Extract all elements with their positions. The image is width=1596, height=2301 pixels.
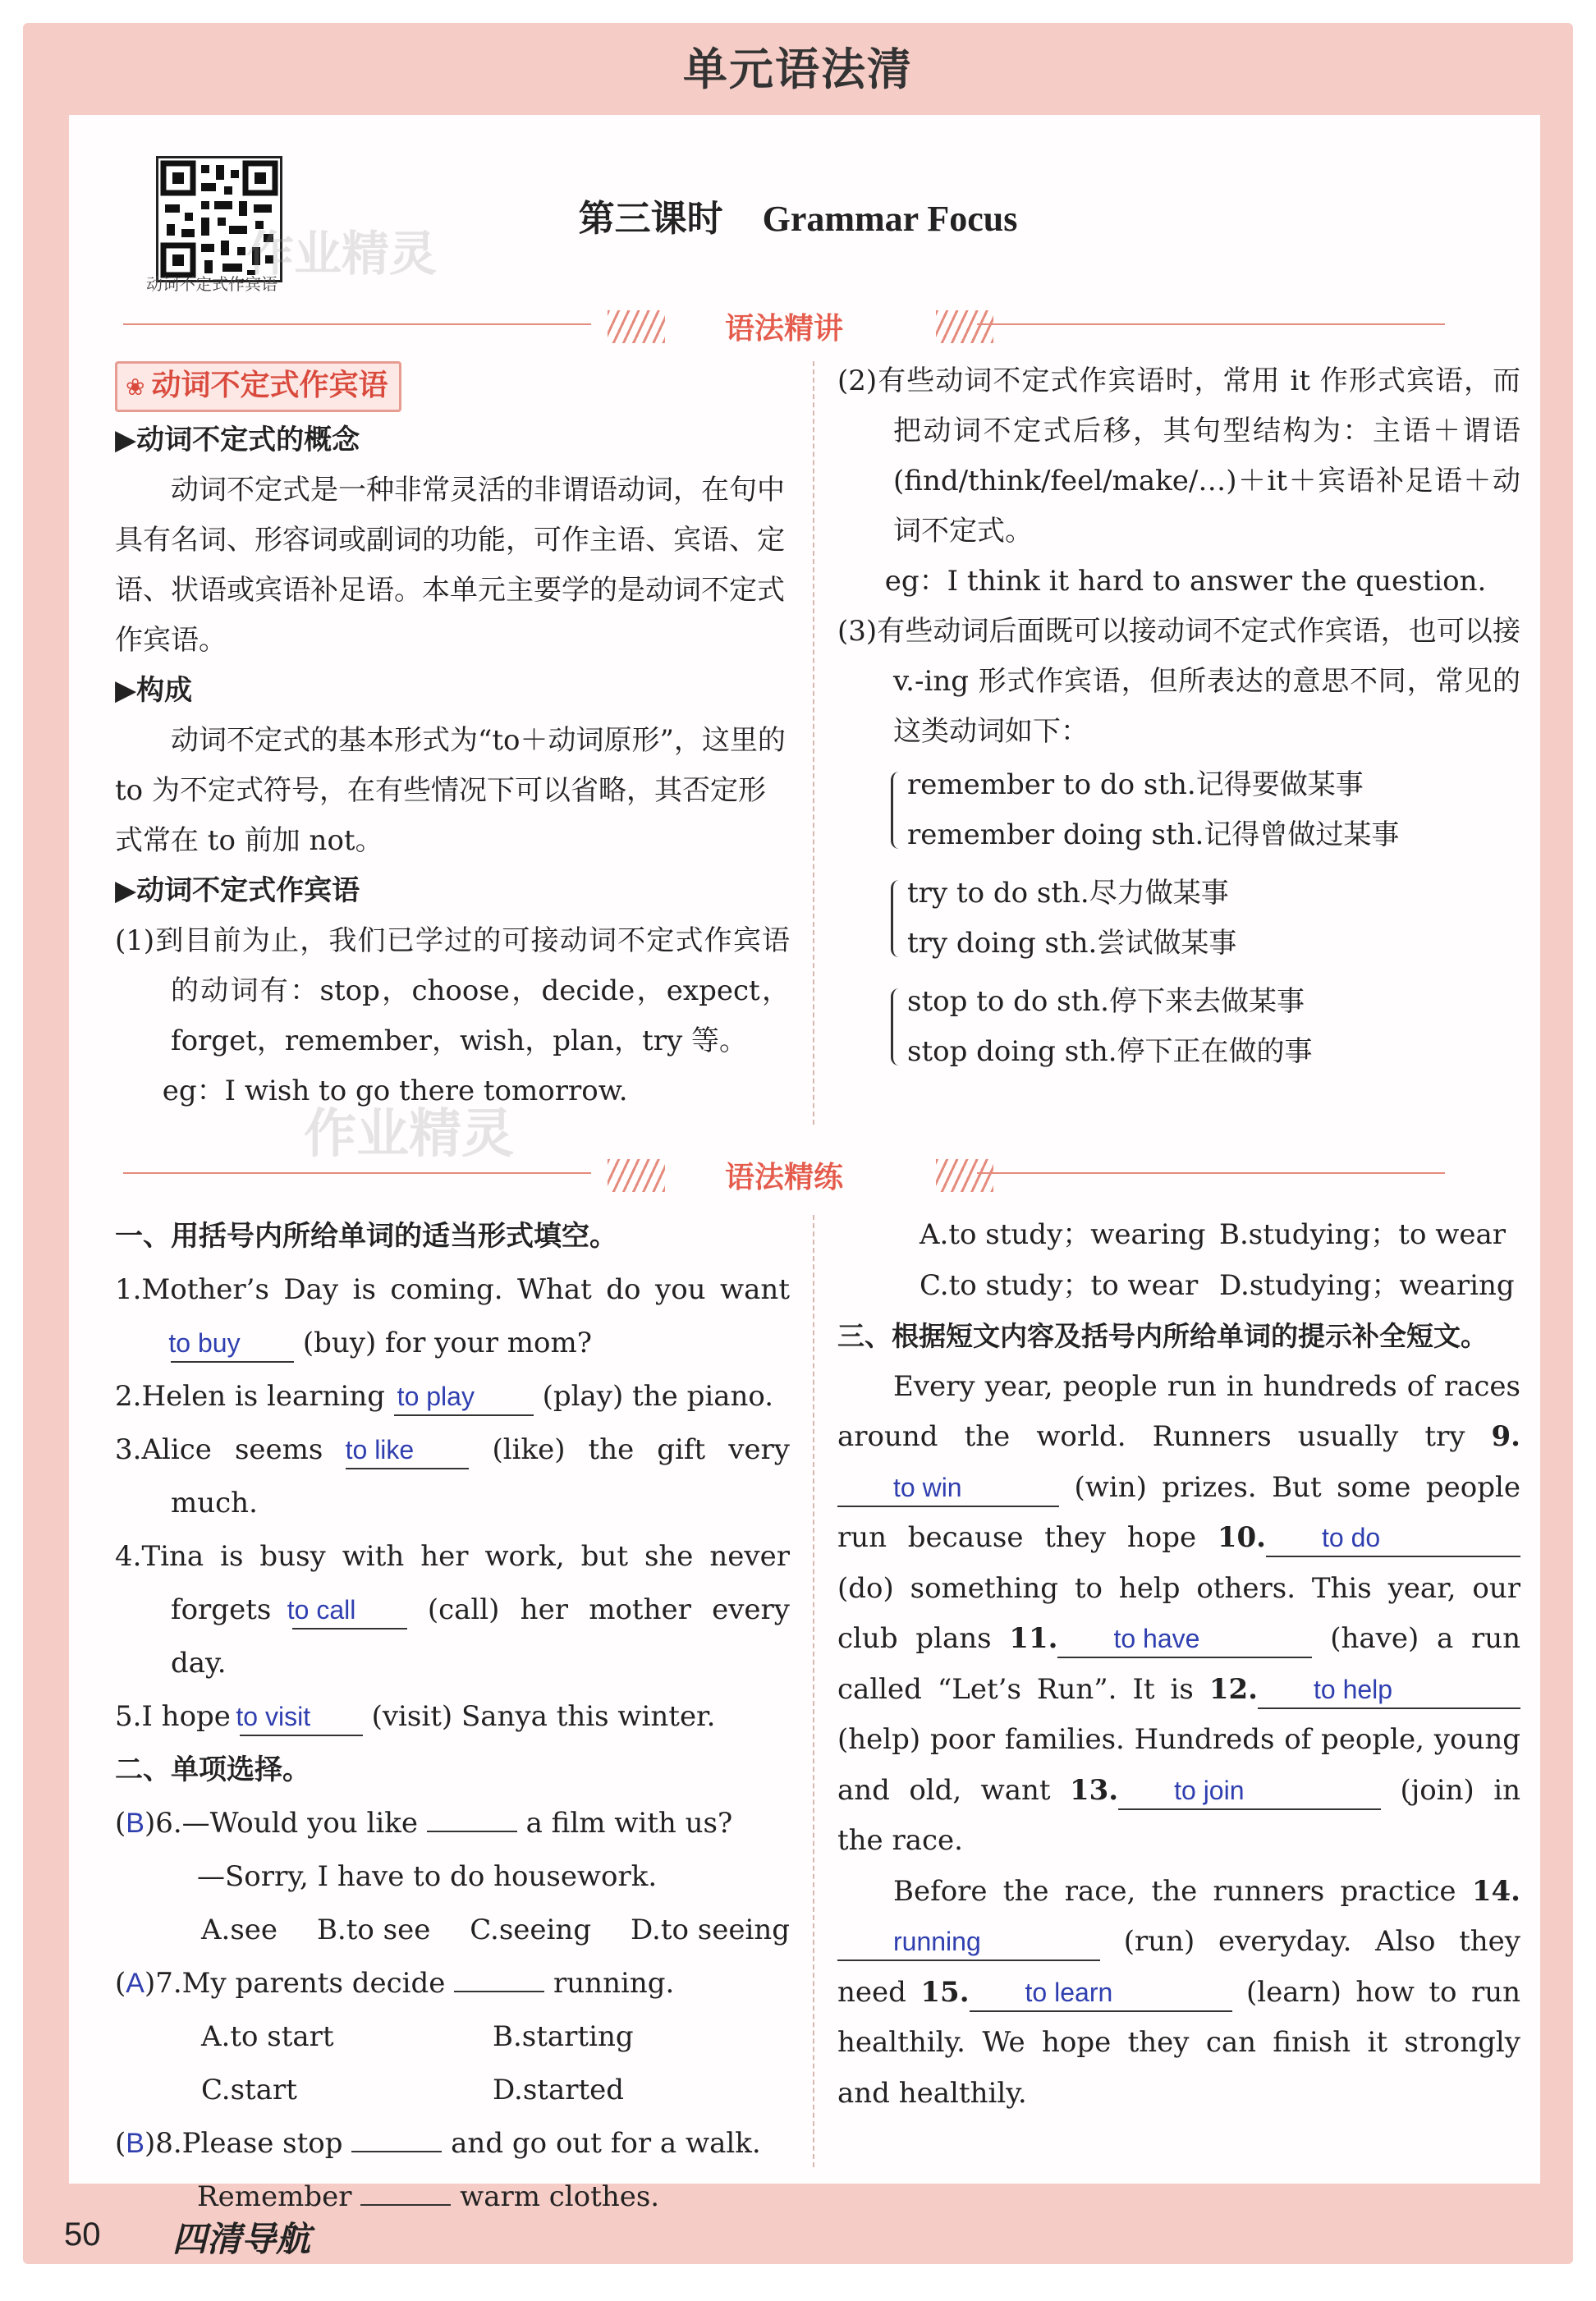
blank-number: 15. [920, 1975, 970, 2009]
option[interactable]: B.starting [493, 2020, 634, 2053]
answer-blank[interactable]: running [837, 1923, 1100, 1961]
option[interactable]: B.studying；to wear [1219, 1218, 1506, 1251]
watermark: 作业精灵 [304, 1104, 514, 1165]
example: eg：I wish to go there tomorrow. [162, 1075, 628, 1107]
question-text: running. [553, 1967, 675, 2000]
verb-pair-stop [891, 977, 1520, 1077]
exercise-left-column [115, 1210, 790, 2224]
question-text: (like) the gift very much. [171, 1433, 790, 1519]
paragraph: (2)有些动词不定式作宾语时，常用 it 作形式宾语，而把动词不定式后移，其句型结构为：主语＋谓语(find/think/feel/make/…)＋it＋宾语补足语＋动词不定式。 [837, 364, 1520, 548]
passage-paragraph-1 [837, 1362, 1520, 1867]
options-7 [115, 2064, 790, 2117]
question-text: 4.Tina is busy with her work, but she never forgets [115, 1540, 790, 1626]
section-rule [977, 323, 1445, 325]
question-blank [454, 1991, 544, 1992]
options-7 [115, 2010, 790, 2064]
exercise-heading: 二、单项选择。 [115, 1753, 310, 1786]
options-8 [837, 1210, 1520, 1261]
option[interactable]: A.to study；wearing [920, 1218, 1206, 1251]
option[interactable]: A.see [201, 1914, 278, 1946]
options-6 [115, 1904, 790, 1957]
lotus-icon: ❀ [126, 374, 145, 401]
option[interactable]: D.to seeing [630, 1914, 790, 1946]
verb-pair-line: remember doing sth.记得曾做过某事 [907, 818, 1400, 851]
page-number: 50 [64, 2216, 101, 2253]
answer-blank[interactable]: to win [837, 1469, 1059, 1507]
section-rule [977, 1172, 1445, 1174]
topic-tag-label: 动词不定式作宾语 [151, 369, 388, 402]
answer-blank[interactable]: to learn [970, 1974, 1232, 2012]
blank-number: 11. [1009, 1622, 1058, 1655]
answer-blank[interactable]: to play [394, 1378, 534, 1416]
subheading: ▶构成 [115, 674, 193, 707]
section-title: 语法精练 [724, 1161, 843, 1194]
answer-blank[interactable]: to help [1258, 1671, 1520, 1709]
verb-pair-line: try doing sth.尝试做某事 [907, 927, 1237, 960]
section-bar-practice [123, 1149, 1445, 1199]
question-text: Remember [197, 2180, 352, 2213]
section-bar-grammar [123, 300, 1445, 350]
column-divider [813, 1215, 814, 2167]
section-title: 语法精讲 [724, 312, 843, 346]
answer-blank[interactable]: to call [292, 1592, 407, 1629]
verb-pair-line: stop to do sth.停下来去做某事 [907, 985, 1305, 1018]
brand-logo: 四清导航 [172, 2219, 311, 2259]
verb-pair-line: remember to do sth.记得要做某事 [907, 768, 1364, 801]
paragraph: 动词不定式是一种非常灵活的非谓语动词，在句中具有名词、形容词或副词的功能，可作主语、宾语、定语、状语或宾语补足语。本单元主要学的是动词不定式作宾语。 [115, 474, 785, 657]
question-6: (B)6.—Would you like a film with us? [115, 1807, 733, 1840]
question-1 [115, 1263, 790, 1370]
answer-blank[interactable]: to join [1118, 1772, 1381, 1810]
question-text: (visit) Sanya this winter. [371, 1700, 716, 1733]
question-3 [115, 1423, 790, 1530]
passage-text: (win) prizes. But some people run because they hope [837, 1470, 1520, 1554]
grammar-left-column [115, 361, 790, 1116]
answer-blank[interactable]: to have [1057, 1620, 1312, 1658]
paragraph: 动词不定式的基本形式为“to＋动词原形”，这里的 to 为不定式符号，在有些情况下可以省略，其否定形式常在 to 前加 not。 [115, 724, 786, 857]
question-blank [351, 2151, 442, 2152]
question-8: (B)8.Please stop and go out for a walk. [115, 2127, 761, 2160]
question-text: 5.I hope [115, 1700, 231, 1733]
question-text: 6.—Would you like [155, 1807, 418, 1840]
question-7: (A)7.My parents decide running. [115, 1967, 675, 2000]
question-text: 3.Alice seems [115, 1433, 323, 1466]
passage-text: (learn) how to run healthily. We hope they can finish it strongly and healthily. [837, 1975, 1520, 2110]
paragraph: (3)有些动词后面既可以接动词不定式作宾语，也可以接 v.-ing 形式作宾语，但所表达的意思不同，常见的这类动词如下： [837, 615, 1520, 748]
answer-choice[interactable]: B [126, 2128, 144, 2159]
verb-pair-line: stop doing sth.停下正在做的事 [907, 1035, 1313, 1068]
grammar-right-column [837, 356, 1520, 1077]
verb-pair-remember [891, 760, 1520, 860]
page-banner [0, 25, 1596, 115]
option[interactable]: C.start [201, 2074, 297, 2106]
verb-pair-line: try to do sth.尽力做某事 [907, 877, 1229, 910]
question-text: and go out for a walk. [451, 2127, 761, 2160]
question-blank [360, 2204, 451, 2206]
option[interactable]: A.to start [201, 2020, 334, 2053]
passage-text: (run) everyday. Also they need [837, 1925, 1520, 2009]
lesson-title-cn: 第三课时 [578, 198, 723, 240]
example: eg：I think it hard to answer the question. [884, 565, 1487, 598]
passage-text: (join) in the race. [837, 1773, 1520, 1857]
question-5 [115, 1690, 790, 1744]
answer-blank[interactable]: to buy [171, 1325, 294, 1363]
option[interactable]: D.studying；wearing [1219, 1268, 1515, 1302]
question-blank [427, 1831, 517, 1832]
answer-blank[interactable]: to visit [240, 1698, 363, 1736]
answer-blank[interactable]: to do [1266, 1519, 1520, 1557]
passage-text: (help) poor families. Hundreds of people, young and old, want [837, 1723, 1520, 1807]
hatch-decoration [936, 1159, 993, 1192]
option[interactable]: C.seeing [470, 1914, 592, 1946]
exercise-heading: 一、用括号内所给单词的适当形式填空。 [115, 1220, 617, 1253]
hatch-decoration [936, 310, 993, 343]
blank-number: 10. [1217, 1521, 1266, 1554]
exercise-right-column [837, 1210, 1520, 2119]
question-text: (play) the piano. [542, 1380, 774, 1413]
passage-text: Before the race, the runners practice [893, 1874, 1456, 1908]
question-text: 7.My parents decide [155, 1967, 446, 2000]
paragraph: (1)到目前为止，我们已学过的可接动词不定式作宾语的动词有：stop，choose，decide，expect，forget，remember，wish，plan，try 等。 [115, 924, 790, 1057]
question-4 [115, 1530, 790, 1690]
option[interactable]: D.started [493, 2074, 625, 2106]
blank-number: 9. [1491, 1420, 1520, 1453]
verb-pair-try [891, 869, 1520, 969]
answer-blank[interactable]: to like [346, 1432, 469, 1469]
passage-text: (have) a run called “Let’s Run”. It is [837, 1622, 1520, 1706]
exercise-heading: 三、根据短文内容及括号内所给单词的提示补全短文。 [837, 1320, 1488, 1352]
topic-tag [115, 361, 401, 412]
lesson-title-en: Grammar Focus [762, 199, 1018, 239]
answer-choice[interactable]: B [126, 1808, 144, 1839]
question-text: 2.Helen is learning [115, 1380, 385, 1413]
question-text: 1.Mother’s Day is coming. What do you want [115, 1273, 790, 1306]
qr-caption: 动词不定式作宾语 [146, 274, 277, 294]
passage-text: Every year, people run in hundreds of races around the world. Runners usually try [837, 1369, 1520, 1453]
banner-title: 单元语法清 [683, 44, 913, 95]
watermark: 作业精灵 [246, 226, 438, 282]
question-text: a film with us? [525, 1807, 733, 1840]
option[interactable]: C.to study；to wear [920, 1268, 1199, 1302]
blank-number: 13. [1069, 1773, 1119, 1807]
question-text: (call) her mother every day. [171, 1593, 791, 1680]
passage-paragraph-2 [837, 1867, 1520, 2120]
passage-text: (do) something to help others. This year, our club plans [837, 1571, 1520, 1655]
column-divider [813, 361, 814, 1125]
question-text: (buy) for your mom? [302, 1327, 592, 1359]
answer-choice[interactable]: A [126, 1968, 144, 1999]
options-8 [837, 1261, 1520, 1312]
subheading: ▶动词不定式的概念 [115, 424, 360, 456]
option[interactable]: B.to see [316, 1914, 431, 1946]
subheading: ▶动词不定式作宾语 [115, 874, 360, 907]
question-2 [115, 1370, 790, 1423]
blank-number: 12. [1208, 1672, 1258, 1706]
question-text: —Sorry, I have to do housework. [197, 1860, 658, 1893]
blank-number: 14. [1471, 1874, 1520, 1908]
question-text: warm clothes. [460, 2180, 660, 2213]
question-text: 8.Please stop [155, 2127, 343, 2160]
lesson-title [0, 189, 1596, 241]
